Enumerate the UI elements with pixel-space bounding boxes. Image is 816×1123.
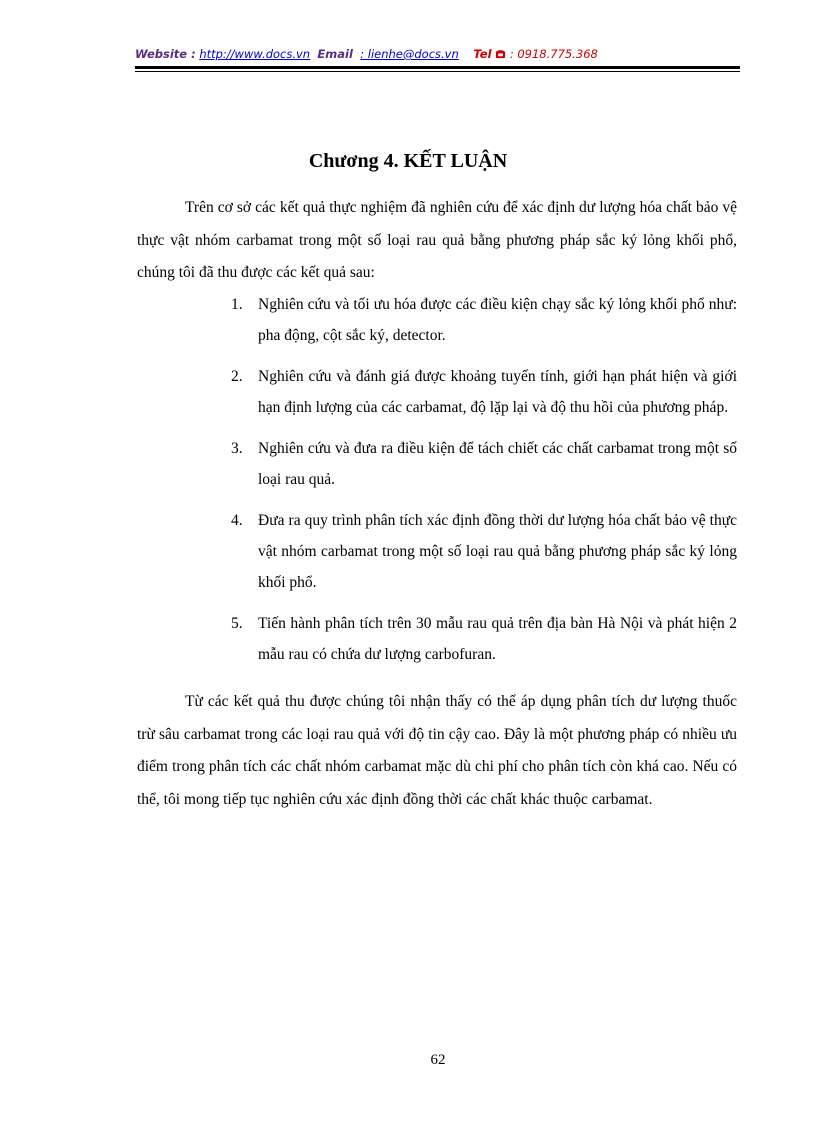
list-item-number: 5.: [231, 615, 243, 632]
list-item: [231, 608, 737, 670]
results-list: [231, 289, 737, 680]
list-item-text: Đưa ra quy trình phân tích xác định đồng thời dư lượng hóa chất bảo vệ thực vật nhóm carbamat trong một số loại rau quả bằng phương pháp sắc ký lỏng khối phổ.: [258, 512, 737, 591]
page-number: 62: [430, 1052, 446, 1068]
list-item-number: 1.: [231, 296, 243, 313]
chapter-title: Chương 4. KẾT LUẬN: [308, 150, 508, 172]
header-rule-thin: [135, 71, 740, 72]
list-item-number: 4.: [231, 512, 243, 529]
list-item: [231, 505, 737, 598]
list-item: [231, 289, 737, 351]
tel-value: : 0918.775.368: [509, 47, 598, 61]
page-header: [135, 47, 598, 62]
email-label: Email: [317, 47, 353, 61]
conclusion-paragraph: Từ các kết quả thu được chúng tôi nhận thấy có thể áp dụng phân tích dư lượng thuốc trừ sâu carbamat trong các loại rau quả với độ tin cậy cao. Đây là một phương pháp có nhiều ưu điểm trong phân tích các chất nhóm carbamat mặc dù chi phí cho phân tích còn khá cao. Nếu có thể, tôi mong tiếp tục nghiên cứu xác định đồng thời các chất khác thuộc carbamat.: [137, 693, 737, 808]
phone-icon: [495, 48, 506, 62]
email-link[interactable]: : lienhe@docs.vn: [360, 47, 459, 61]
list-item-number: 2.: [231, 368, 243, 385]
list-item: [231, 433, 737, 495]
website-link[interactable]: http://www.docs.vn: [199, 47, 311, 61]
list-item: [231, 361, 737, 423]
intro-paragraph: Trên cơ sở các kết quả thực nghiệm đã nghiên cứu để xác định dư lượng hóa chất bảo vệ thực vật nhóm carbamat trong một số loại rau quả bằng phương pháp sắc ký lỏng khối phổ, chúng tôi đã thu được các kết quả sau:: [137, 199, 737, 281]
list-item-text: Tiến hành phân tích trên 30 mẫu rau quả trên địa bàn Hà Nội và phát hiện 2 mẫu rau có chứa dư lượng carbofuran.: [258, 615, 737, 663]
website-label: Website :: [135, 47, 196, 61]
list-item-text: Nghiên cứu và đánh giá được khoảng tuyến tính, giới hạn phát hiện và giới hạn định lượng của các carbamat, độ lặp lại và độ thu hồi của phương pháp.: [258, 368, 737, 416]
tel-label: Tel: [473, 47, 492, 61]
list-item-text: Nghiên cứu và đưa ra điều kiện để tách chiết các chất carbamat trong một số loại rau quả.: [258, 440, 737, 488]
list-item-number: 3.: [231, 440, 243, 457]
list-item-text: Nghiên cứu và tối ưu hóa được các điều kiện chạy sắc ký lỏng khối phổ như: pha động, cột sắc ký, detector.: [258, 296, 737, 344]
header-rule-thick: [135, 66, 740, 69]
